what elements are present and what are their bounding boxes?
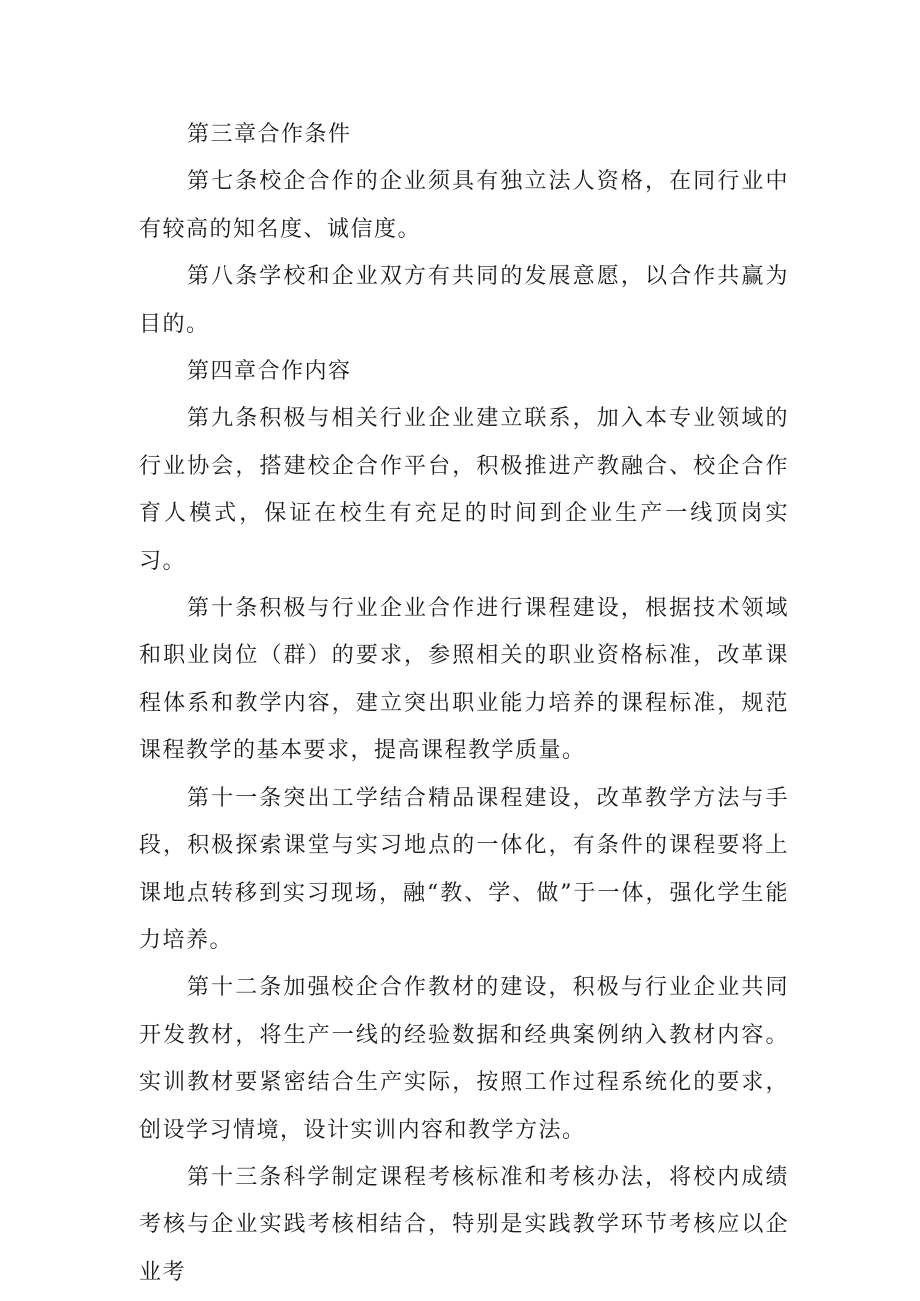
article-7-paragraph: 第七条校企合作的企业须具有独立法人资格，在同行业中有较高的知名度、诚信度。 [139, 169, 789, 242]
article-12-paragraph: 第十二条加强校企合作教材的建设，积极与行业企业共同开发教材，将生产一线的经验数据和经典案例纳入教材内容。实训教材要紧密结合生产实际，按照工作过程系统化的要求，创设学习情境，设计实训内容和教学方法。 [139, 975, 789, 1143]
article-13-paragraph: 第十三条科学制定课程考核标准和考核办法，将校内成绩考核与企业实践考核相结合，特别是实践教学环节考核应以企业考 [139, 1164, 789, 1285]
article-9-paragraph: 第九条积极与相关行业企业建立联系，加入本专业领域的行业协会，搭建校企合作平台，积极推进产教融合、校企合作育人模式，保证在校生有充足的时间到企业生产一线顶岗实习。 [139, 406, 789, 574]
chapter-4-heading: 第四章合作内容 [187, 359, 352, 385]
article-11-paragraph: 第十一条突出工学结合精品课程建设，改革教学方法与手段，积极探索课堂与实习地点的一体化，有条件的课程要将上课地点转移到实习现场，融“教、学、做”于一体，强化学生能力培养。 [139, 785, 789, 953]
article-8-paragraph: 第八条学校和企业双方有共同的发展意愿，以合作共赢为目的。 [139, 264, 789, 337]
article-10-paragraph: 第十条积极与行业企业合作进行课程建设，根据技术领域和职业岗位（群）的要求，参照相关的职业资格标准，改革课程体系和教学内容，建立突出职业能力培养的课程标准，规范课程教学的基本要求，提高课程教学质量。 [139, 596, 789, 764]
chapter-3-heading: 第三章合作条件 [187, 122, 352, 147]
document-body [139, 111, 789, 1296]
